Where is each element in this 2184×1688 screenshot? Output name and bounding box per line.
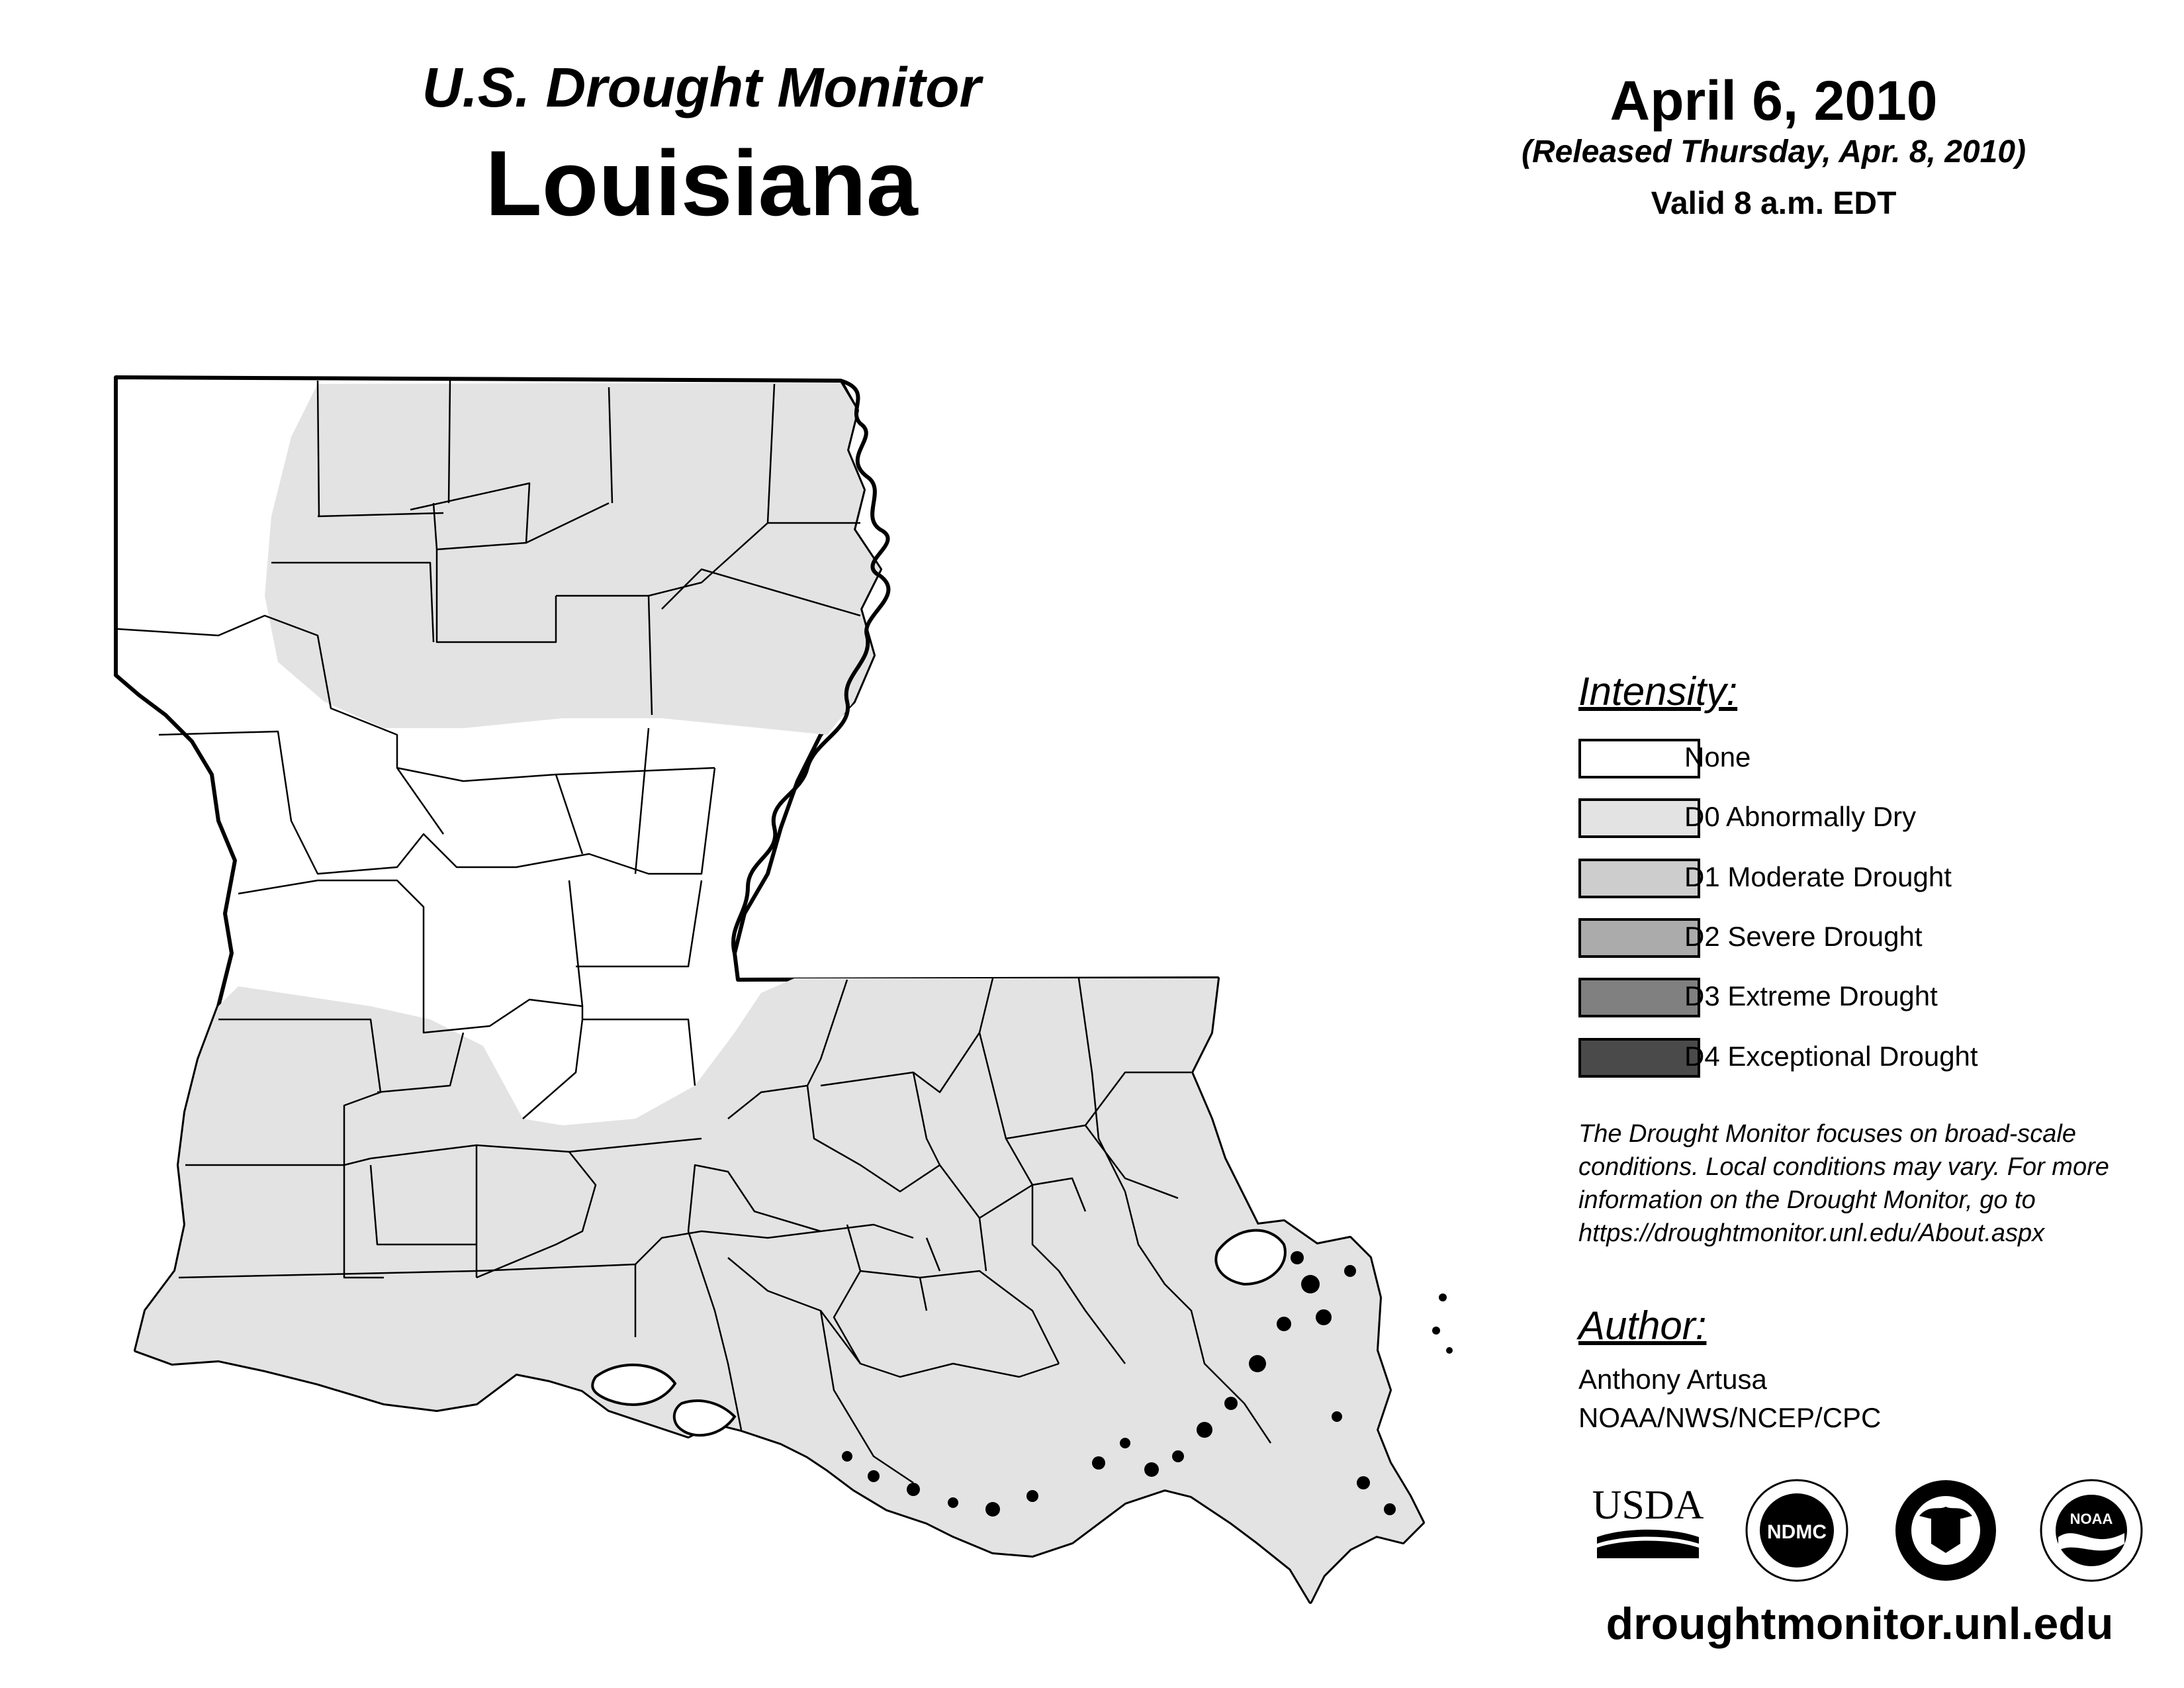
author-organization: NOAA/NWS/NCEP/CPC	[1578, 1402, 1882, 1433]
legend-item-d2	[1578, 918, 2174, 962]
usda-logo	[1592, 1477, 1704, 1564]
release-date: (Released Thursday, Apr. 8, 2010)	[1521, 134, 2026, 169]
author-heading: Author:	[1578, 1303, 1707, 1348]
website-link[interactable]: droughtmonitor.unl.edu	[1606, 1599, 2114, 1649]
legend-label: D4 Exceptional Drought	[1684, 1041, 1978, 1072]
legend-label: D2 Severe Drought	[1684, 921, 1923, 952]
legend-swatch-d2	[1578, 918, 1700, 958]
ndmc-logo	[1744, 1477, 1850, 1583]
legend-item-d3	[1578, 978, 2174, 1021]
map-date: April 6, 2010	[1610, 70, 1938, 132]
legend-label: None	[1684, 741, 1751, 773]
valid-time: Valid 8 a.m. EDT	[1651, 186, 1897, 221]
legend-item-d0	[1578, 798, 2174, 842]
author-name: Anthony Artusa	[1578, 1364, 1767, 1395]
louisiana-drought-map	[106, 357, 1482, 1615]
legend-swatch-d0	[1578, 798, 1700, 838]
d0-region-south	[136, 978, 1423, 1602]
legend-swatch-d4	[1578, 1038, 1700, 1078]
legend-swatch-d3	[1578, 978, 1700, 1017]
legend-label: D3 Extreme Drought	[1684, 980, 1938, 1011]
legend-swatch-none	[1578, 739, 1700, 778]
legend-item-d1	[1578, 859, 2174, 902]
legend-item-d4	[1578, 1038, 2174, 1082]
legend-item-none	[1578, 739, 2174, 782]
legend-title: Intensity:	[1578, 669, 1738, 714]
department-of-commerce-seal-icon	[1893, 1477, 1999, 1583]
map-title: U.S. Drought Monitor	[422, 56, 981, 118]
ndmc-logo-text: NDMC	[1767, 1521, 1827, 1543]
legend-swatch-d1	[1578, 859, 1700, 898]
noaa-logo-text: NOAA	[2070, 1511, 2113, 1527]
noaa-logo	[2038, 1477, 2144, 1583]
legend-label: D1 Moderate Drought	[1684, 861, 1952, 892]
disclaimer-note: The Drought Monitor focuses on broad-scale conditions. Local conditions may vary. For more information on the Drought Monitor, go to https://droughtmonitor.unl.edu/About.aspx	[1578, 1120, 2109, 1247]
state-name: Louisiana	[485, 131, 918, 235]
legend-label: D0 Abnormally Dry	[1684, 801, 1917, 832]
usda-logo-text: USDA	[1592, 1483, 1704, 1528]
d0-region-north	[265, 383, 880, 735]
